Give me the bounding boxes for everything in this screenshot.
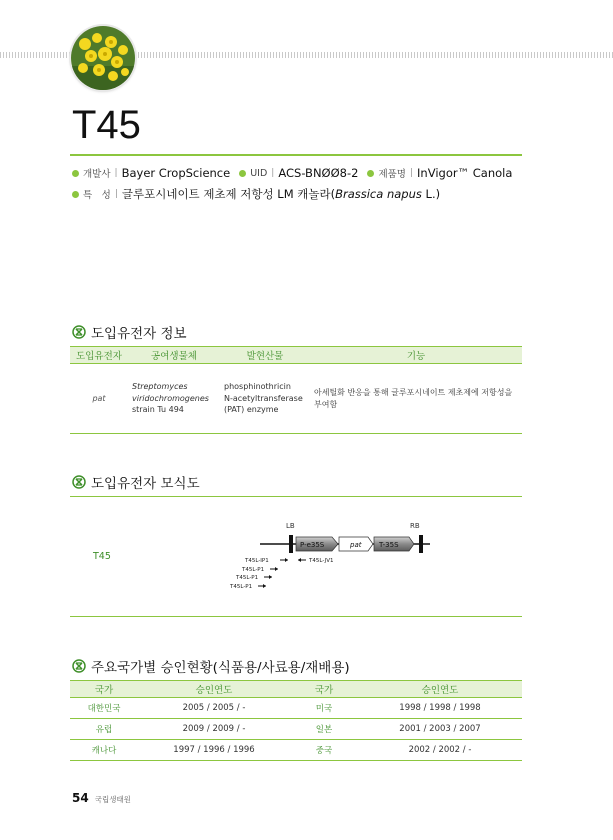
feature-species: Brassica napus bbox=[335, 187, 422, 201]
event-label: T45 bbox=[93, 551, 111, 562]
primer-label: T45L-JV1 bbox=[309, 558, 334, 564]
product-line: N-acetyltransferase bbox=[224, 393, 303, 403]
info-row-2 bbox=[72, 186, 440, 202]
function-cell: 아세틸화 반응을 통해 글루포시네이트 제초제에 저항성을 부여함 bbox=[310, 364, 522, 434]
product-value: InVigor™ Canola bbox=[417, 166, 513, 180]
bullet-dot-icon bbox=[239, 170, 246, 177]
table-row bbox=[70, 719, 522, 740]
section-title: 도입유전자 모식도 bbox=[91, 476, 200, 492]
section-bullet-icon bbox=[72, 475, 86, 489]
rb-label: RB bbox=[410, 522, 420, 530]
column-header: 기능 bbox=[310, 347, 522, 364]
feature-value bbox=[122, 186, 440, 202]
country-cell: 유럽 bbox=[70, 719, 138, 740]
donor-line: strain Tu 494 bbox=[132, 405, 184, 415]
donor-line: Streptomyces bbox=[132, 382, 188, 392]
country-cell: 미국 bbox=[290, 698, 358, 719]
page-number: 54 bbox=[72, 791, 89, 805]
column-header: 국가 bbox=[70, 681, 138, 698]
lb-border bbox=[289, 535, 293, 553]
year-cell: 2001 / 2003 / 2007 bbox=[358, 719, 522, 740]
column-header: 공여생물체 bbox=[128, 347, 220, 364]
primer-label: T45L-IP1 bbox=[245, 558, 269, 564]
product-line: (PAT) enzyme bbox=[224, 405, 279, 415]
table-header-row bbox=[70, 347, 522, 364]
year-cell: 2005 / 2005 / - bbox=[138, 698, 290, 719]
primer-label: T45L-P1 bbox=[230, 584, 253, 590]
lb-label: LB bbox=[286, 522, 295, 530]
donor-line: viridochromogenes bbox=[132, 393, 209, 403]
info-row-1 bbox=[72, 166, 512, 180]
feature-end: L.) bbox=[421, 187, 441, 201]
year-cell: 2002 / 2002 / - bbox=[358, 740, 522, 761]
approval-table bbox=[70, 680, 522, 761]
bullet-dot-icon bbox=[72, 170, 79, 177]
section-title: 도입유전자 정보 bbox=[91, 326, 187, 342]
column-header: 발현산물 bbox=[220, 347, 310, 364]
bullet-dot-icon bbox=[367, 170, 374, 177]
page-title: T45 bbox=[72, 103, 141, 147]
canola-flower-logo bbox=[71, 26, 135, 90]
table-header-row bbox=[70, 681, 522, 698]
separator: | bbox=[409, 168, 414, 178]
year-cell: 1998 / 1998 / 1998 bbox=[358, 698, 522, 719]
separator: | bbox=[271, 168, 275, 178]
primer-label: T45L-P1 bbox=[236, 575, 259, 581]
table-row bbox=[70, 698, 522, 719]
product-line: phosphinothricin bbox=[224, 382, 291, 392]
product-label: 제품명 bbox=[378, 169, 406, 180]
primer-label: T45L-P1 bbox=[242, 567, 265, 573]
section-bullet-icon bbox=[72, 659, 86, 673]
title-divider bbox=[70, 154, 522, 156]
gene-construct-diagram bbox=[220, 516, 440, 596]
column-header: 도입유전자 bbox=[70, 347, 128, 364]
publisher-name: 국립생태원 bbox=[94, 795, 131, 804]
column-header: 승인연도 bbox=[138, 681, 290, 698]
section-title: 주요국가별 승인현황(식품용/사료용/재배용) bbox=[91, 660, 350, 676]
table-row bbox=[70, 364, 522, 434]
separator: | bbox=[114, 189, 118, 199]
terminator-label: T-35S bbox=[379, 541, 399, 549]
country-cell: 중국 bbox=[290, 740, 358, 761]
developer-value: Bayer CropScience bbox=[121, 166, 231, 180]
uid-value: ACS-BNØØ8-2 bbox=[278, 166, 359, 180]
product-cell bbox=[220, 364, 310, 434]
table-row bbox=[70, 740, 522, 761]
country-cell: 일본 bbox=[290, 719, 358, 740]
page-footer bbox=[72, 791, 131, 805]
year-cell: 1997 / 1996 / 1996 bbox=[138, 740, 290, 761]
country-cell: 대한민국 bbox=[70, 698, 138, 719]
gene-cell: pat bbox=[70, 364, 128, 434]
section-gene-info-heading bbox=[72, 322, 187, 342]
section-bullet-icon bbox=[72, 325, 86, 339]
column-header: 국가 bbox=[290, 681, 358, 698]
bullet-dot-icon bbox=[72, 191, 79, 198]
year-cell: 2009 / 2009 / - bbox=[138, 719, 290, 740]
gene-info-table bbox=[70, 346, 522, 434]
section-gene-map-heading bbox=[72, 472, 200, 492]
feature-text: 글루포시네이트 제초제 저항성 LM 캐놀라( bbox=[121, 187, 336, 201]
country-cell: 캐나다 bbox=[70, 740, 138, 761]
column-header: 승인연도 bbox=[358, 681, 522, 698]
rb-border bbox=[419, 535, 423, 553]
donor-cell bbox=[128, 364, 220, 434]
feature-label: 특 성 bbox=[83, 190, 111, 201]
developer-label: 개발사 bbox=[83, 169, 111, 180]
section-approval-heading bbox=[72, 656, 350, 676]
uid-label: UID bbox=[250, 167, 268, 179]
promoter-label: P-e35S bbox=[300, 541, 325, 549]
separator: | bbox=[114, 168, 118, 178]
gene-label: pat bbox=[350, 541, 362, 549]
